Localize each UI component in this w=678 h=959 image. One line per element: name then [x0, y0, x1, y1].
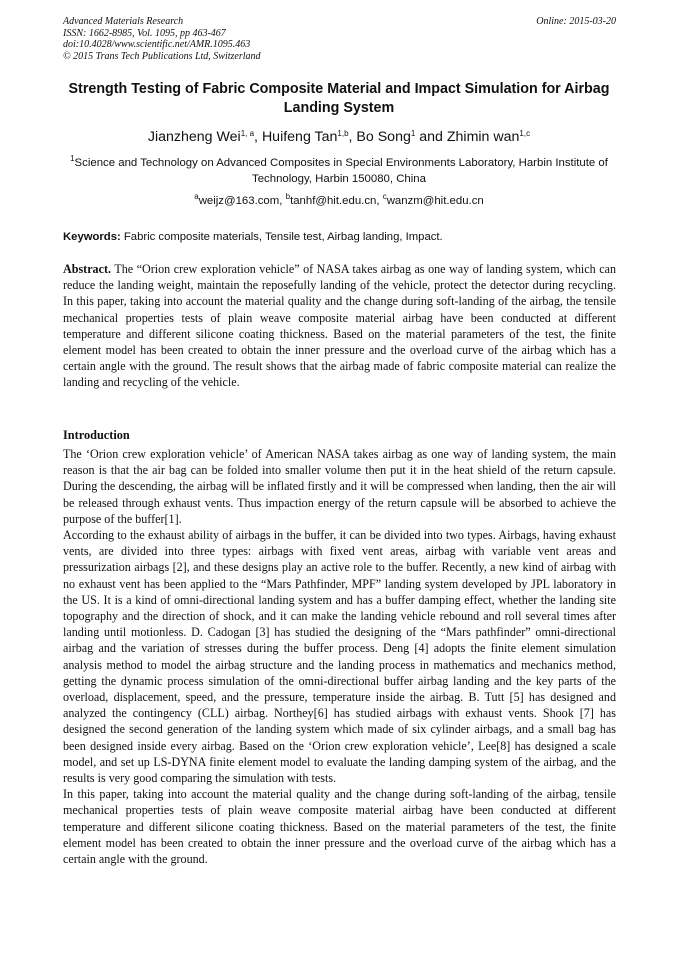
paragraph: According to the exhaust ability of airbags in the buffer, it can be divided into two types. Airbags, having exhaust vents, are divided into three types: airbags with fixed vent areas, airbag with variable vent areas and pressurization airbags [2], and these designs play an active role to the buffer. Recently, a new kind of airbag with no exhaust vent has been applied to the “Mars Pathfinder, MPF” landing system developed by JPL laboratory in the US. It is a kind of omni-directional landing system and has a buffer damping effect, whether the landing site topography and the direction of shock, and it can make the landing vehicle rebound and roll several times after landing until motionless. D. Cadogan [3] has studied the designing of the “Mars pathfinder” omni-directional airbag and the variation of stresses during the buffer process. Deng [4] adopts the finite element simulation analysis method to model the airbag structure and the landing process in mathematics and mechanics method, getting the dynamic process simulation of the omni-directional buffer airbag landing and the key parts of the overload, displacement, speed, and the pressure, temperature inside the airbag. B. Tutt [5] has designed and analyzed the contingency (CLL) airbag. Northey[6] has studied airbags with exhaust vents. Shook [7] has designed the second generation of the landing system which made of six cylinder airbags, and a small bag has been designed inside every airbag. Based on the ‘Orion crew exploration vehicle’, Lee[8] has designed a scale model, and set up LS-DYNA finite element model to evaluate the landing damping system of the airbag, and the results is very good comparing the simulation with tests. — [63, 528, 616, 786]
email-mark: b — [285, 192, 291, 201]
abstract-label: Abstract. — [63, 262, 112, 276]
author-separator: , — [348, 129, 357, 145]
email-list — [60, 194, 618, 208]
author-name: Huifeng Tan — [261, 129, 338, 145]
email-separator: , — [376, 195, 383, 207]
author-affiliation-mark: 1,b — [337, 129, 349, 138]
author-list — [40, 128, 638, 146]
paragraph: The ‘Orion crew exploration vehicle’ of American NASA takes airbag as one way of landing system, the main reason is that the air bag can be folded into smaller volume then put it in the heat shield of the return capsule. During the descending, the airbag will be inflated firstly and it will be compressed when landing, then the air will be released through exhaust vents. Thus impaction energy of the return capsule will be absorbed to achieve the purpose of the buffer[1]. — [63, 447, 616, 526]
journal-header — [63, 16, 616, 62]
author-affiliation-mark: 1 — [410, 129, 416, 138]
introduction-body — [63, 446, 616, 867]
paragraph: In this paper, taking into account the material quality and the change during soft-landing of the airbag, tensile mechanical properties tests of plain weave composite material airbag have been conducted at different temperature and different silicone coating thickness. Based on the material parameters of the test, the finite element model has been created to obtain the inner pressure and the overload curve of the airbag which has a certain angle with the ground. — [63, 787, 616, 867]
abstract — [63, 261, 616, 391]
author-name: Jianzheng Wei — [147, 129, 241, 145]
affiliation-text: Science and Technology on Advanced Composites in Special Environments Laboratory, Harbin Institute of Technology, Harbin 150080, China — [74, 157, 608, 185]
copyright-line: © 2015 Trans Tech Publications Ltd, Switzerland — [63, 50, 261, 62]
email-address[interactable]: wanzm@hit.edu.cn — [386, 195, 484, 207]
keywords-text: Fabric composite materials, Tensile test, Airbag landing, Impact. — [123, 231, 443, 243]
introduction-heading: Introduction — [63, 428, 130, 442]
email-address[interactable]: tanhf@hit.edu.cn — [290, 195, 377, 207]
issn-line: ISSN: 1662-8985, Vol. 1095, pp 463-467 — [63, 27, 226, 39]
email-address[interactable]: weijz@163.com — [198, 195, 280, 207]
online-date: Online: 2015-03-20 — [536, 16, 616, 27]
author-affiliation-mark: 1,c — [519, 129, 531, 138]
email-separator: , — [279, 195, 286, 207]
email-mark: c — [382, 192, 387, 201]
author-name: Zhimin wan — [446, 129, 520, 145]
author-name: Bo Song — [356, 129, 411, 145]
email-mark: a — [194, 192, 199, 201]
abstract-text: The “Orion crew exploration vehicle” of NASA takes airbag as one way of landing system, which can reduce the landing weight, maintain the reposefully landing of the vehicle, protect the detector during recycling. In this paper, taking into account the material quality and the change during soft-landing of the airbag, the tensile mechanical properties tests of plain weave composite material airbag have been conducted at different temperature and different silicone coating thickness. Based on the material parameters of the test, the finite element model has been created to obtain the inner pressure and the overload curve of the airbag which has a certain angle with the ground. The result shows that the airbag made of fabric composite material can realize the landing and recycling of the vehicle. — [63, 262, 616, 390]
affiliation — [60, 155, 618, 187]
keywords — [63, 230, 616, 244]
affiliation-mark: 1 — [70, 154, 75, 163]
journal-name: Advanced Materials Research — [63, 16, 184, 27]
keywords-label: Keywords: — [63, 231, 121, 243]
paper-title: Strength Testing of Fabric Composite Material and Impact Simulation for Airbag Landing System — [68, 81, 610, 116]
author-affiliation-mark: 1, a — [240, 129, 255, 138]
doi-line: doi:10.4028/www.scientific.net/AMR.1095.463 — [63, 39, 251, 50]
author-separator: and — [415, 129, 447, 145]
author-separator: , — [254, 129, 262, 145]
